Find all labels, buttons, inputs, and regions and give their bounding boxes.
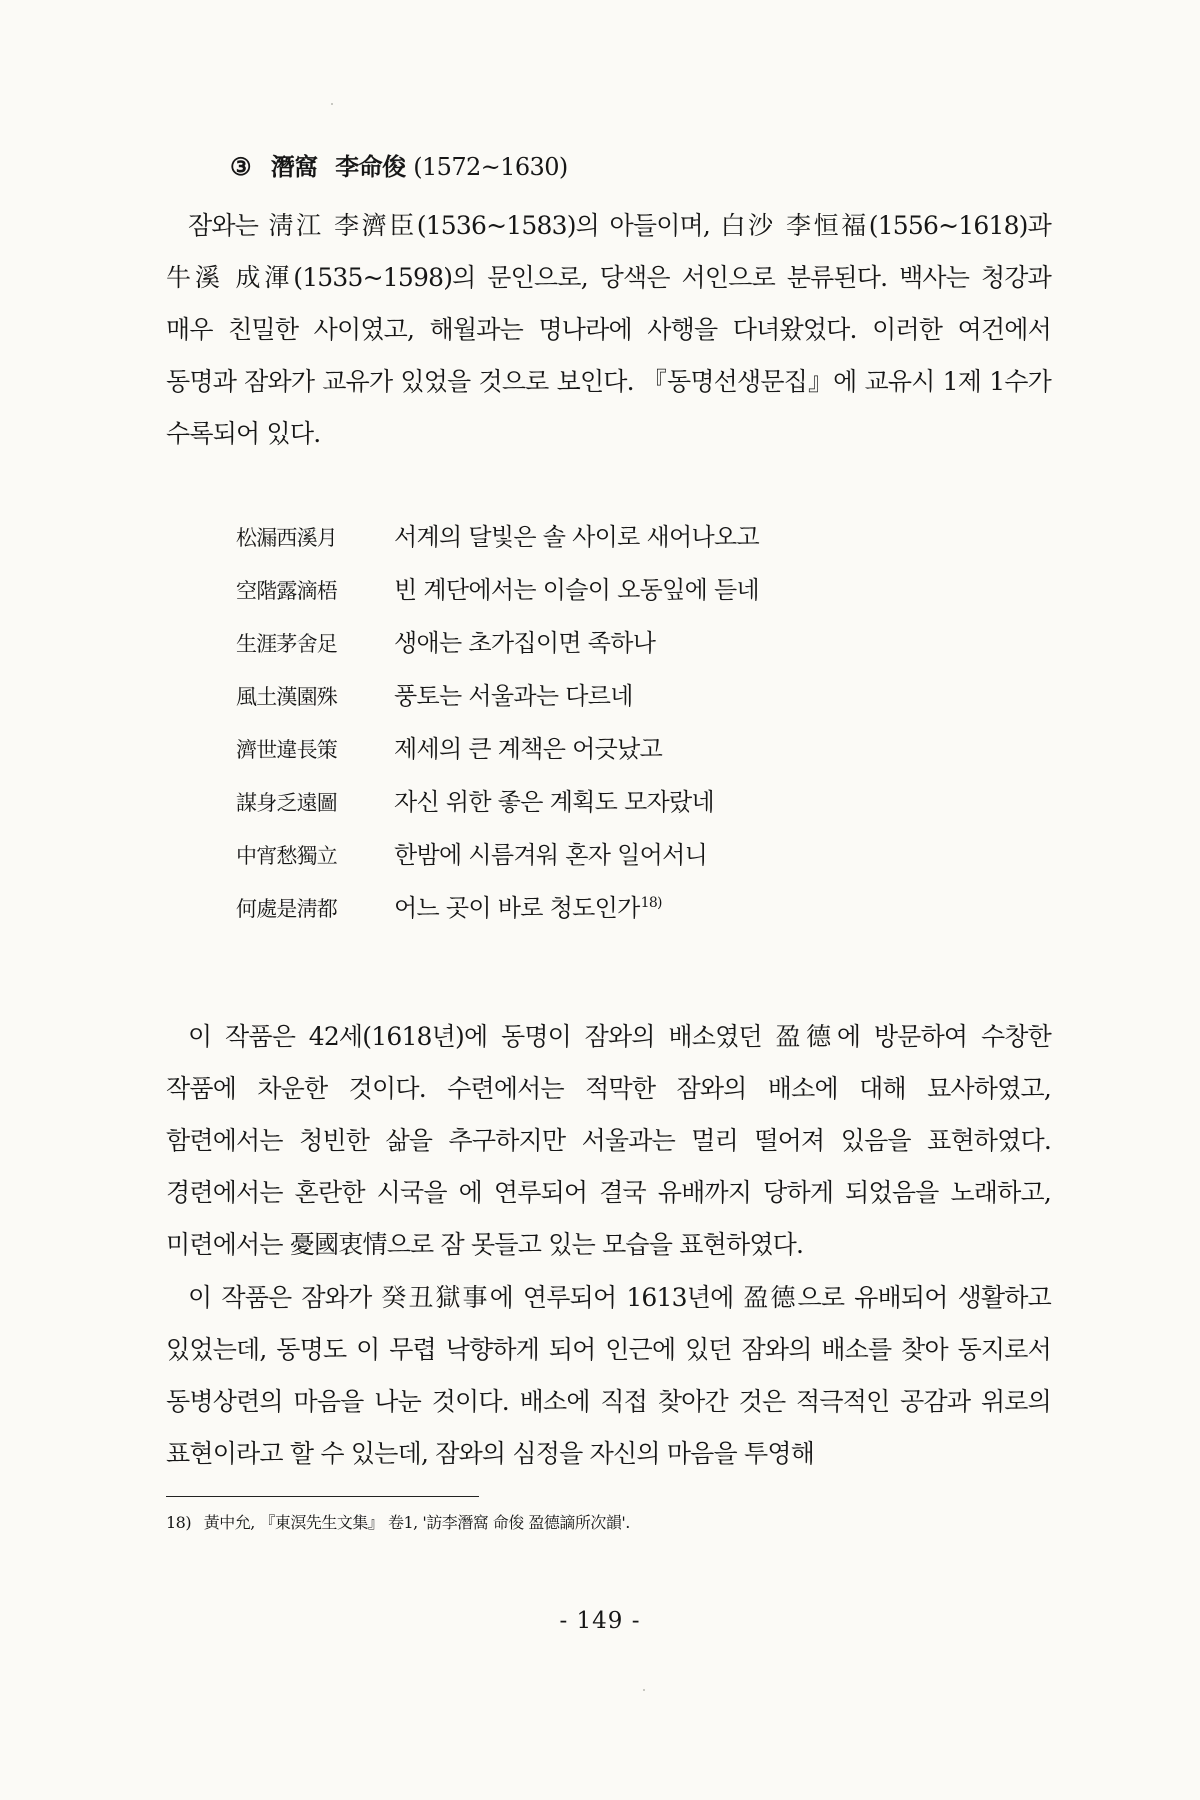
scan-speck — [643, 1689, 645, 1691]
poem-hanja-line: 何處是淸都 — [236, 897, 337, 921]
poem-korean-line: 빈 계단에서는 이슬이 오동잎에 듣네 — [394, 576, 759, 604]
poem-korean-line: 서계의 달빛은 솔 사이로 새어나오고 — [394, 523, 759, 551]
poem-korean-line — [394, 888, 662, 923]
poem-hanja-line: 空階露滴梧 — [236, 579, 337, 603]
author-dates: (1572~1630) — [413, 153, 568, 181]
author-name: 李命俊 — [335, 152, 406, 181]
footnote — [166, 1511, 1056, 1535]
scan-speck — [331, 103, 333, 105]
poem-hanja-line: 中宵愁獨立 — [236, 844, 337, 868]
poem-line — [236, 782, 956, 835]
footnote-divider — [166, 1496, 479, 1497]
poem-hanja-line: 生涯茅舍足 — [236, 632, 337, 656]
poem-hanja-line: 濟世違長策 — [236, 738, 337, 762]
poem-korean-line: 풍토는 서울과는 다르네 — [394, 682, 633, 710]
page-content — [166, 150, 1051, 1480]
poem-line — [236, 570, 956, 623]
poem-line — [236, 729, 956, 782]
poem-block — [236, 517, 956, 941]
commentary-paragraph: 이 작품은 잠와가 癸丑獄事에 연루되어 1613년에 盈德으로 유배되어 생활하고 있었는데, 동명도 이 무렵 낙향하게 되어 인근에 있던 잠와의 배소를 찾아 동지로서 동병상련의 마음을 나눈 것이다. 배소에 직접 찾아간 것은 적극적인 공감과 위로의 표현이라고 할 수 있는데, 잠와의 심정을 자신의 마음을 투영해 — [166, 1283, 1051, 1468]
poem-line — [236, 676, 956, 729]
section-number: ③ — [230, 152, 251, 181]
poem-korean-line: 한밤에 시름겨워 혼자 일어서니 — [394, 841, 708, 869]
footnote-reference: 18) — [640, 895, 662, 911]
poem-line — [236, 888, 956, 941]
author-pen-name: 潛窩 — [270, 152, 318, 181]
poem-line — [236, 623, 956, 676]
poem-line — [236, 835, 956, 888]
poem-hanja-line: 松漏西溪月 — [236, 526, 337, 550]
poem-korean-line: 자신 위한 좋은 계획도 모자랐네 — [394, 788, 715, 816]
poem-korean-text: 어느 곳이 바로 청도인가 — [394, 894, 640, 922]
footnote-text: 黃中允, 『東溟先生文集』 卷1, '訪李潛窩 命俊 盈德謫所次韻'. — [203, 1513, 630, 1532]
intro-paragraph: 잠와는 淸江 李濟臣(1536~1583)의 아들이며, 白沙 李恒福(1556~1618)과 牛溪 成渾(1535~1598)의 문인으로, 당색은 서인으로 분류된다. 백사는 청강과 매우 친밀한 사이였고, 해월과는 명나라에 사행을 다녀왔었다. 이러한 여건에서 동명과 잠와가 교유가 있었을 것으로 보인다. 『동명선생문집』에 교유시 1제 1수가 수록되어 있다. — [166, 211, 1051, 448]
footnote-number: 18) — [166, 1513, 192, 1532]
section-heading — [230, 150, 1051, 184]
page-number: - 149 - — [559, 1608, 641, 1634]
commentary-paragraph: 이 작품은 42세(1618년)에 동명이 잠와의 배소였던 盈德에 방문하여 수창한 작품에 차운한 것이다. 수련에서는 적막한 잠와의 배소에 대해 묘사하였고, 함련에서는 청빈한 삶을 추구하지만 서울과는 멀리 떨어져 있음을 표현하였다. 경련에서는 혼란한 시국을 에 연루되어 결국 유배까지 당하게 되었음을 노래하고, 미련에서는 憂國衷情으로 잠 못들고 있는 모습을 표현하였다. — [166, 1022, 1051, 1259]
poem-korean-line: 생애는 초가집이면 족하나 — [394, 629, 656, 657]
poem-korean-line: 제세의 큰 계책은 어긋났고 — [394, 735, 663, 763]
poem-hanja-line: 謀身乏遠圖 — [236, 791, 337, 815]
commentary — [166, 1011, 1051, 1480]
poem-line — [236, 517, 956, 570]
poem-hanja-line: 風土漢園殊 — [236, 685, 337, 709]
